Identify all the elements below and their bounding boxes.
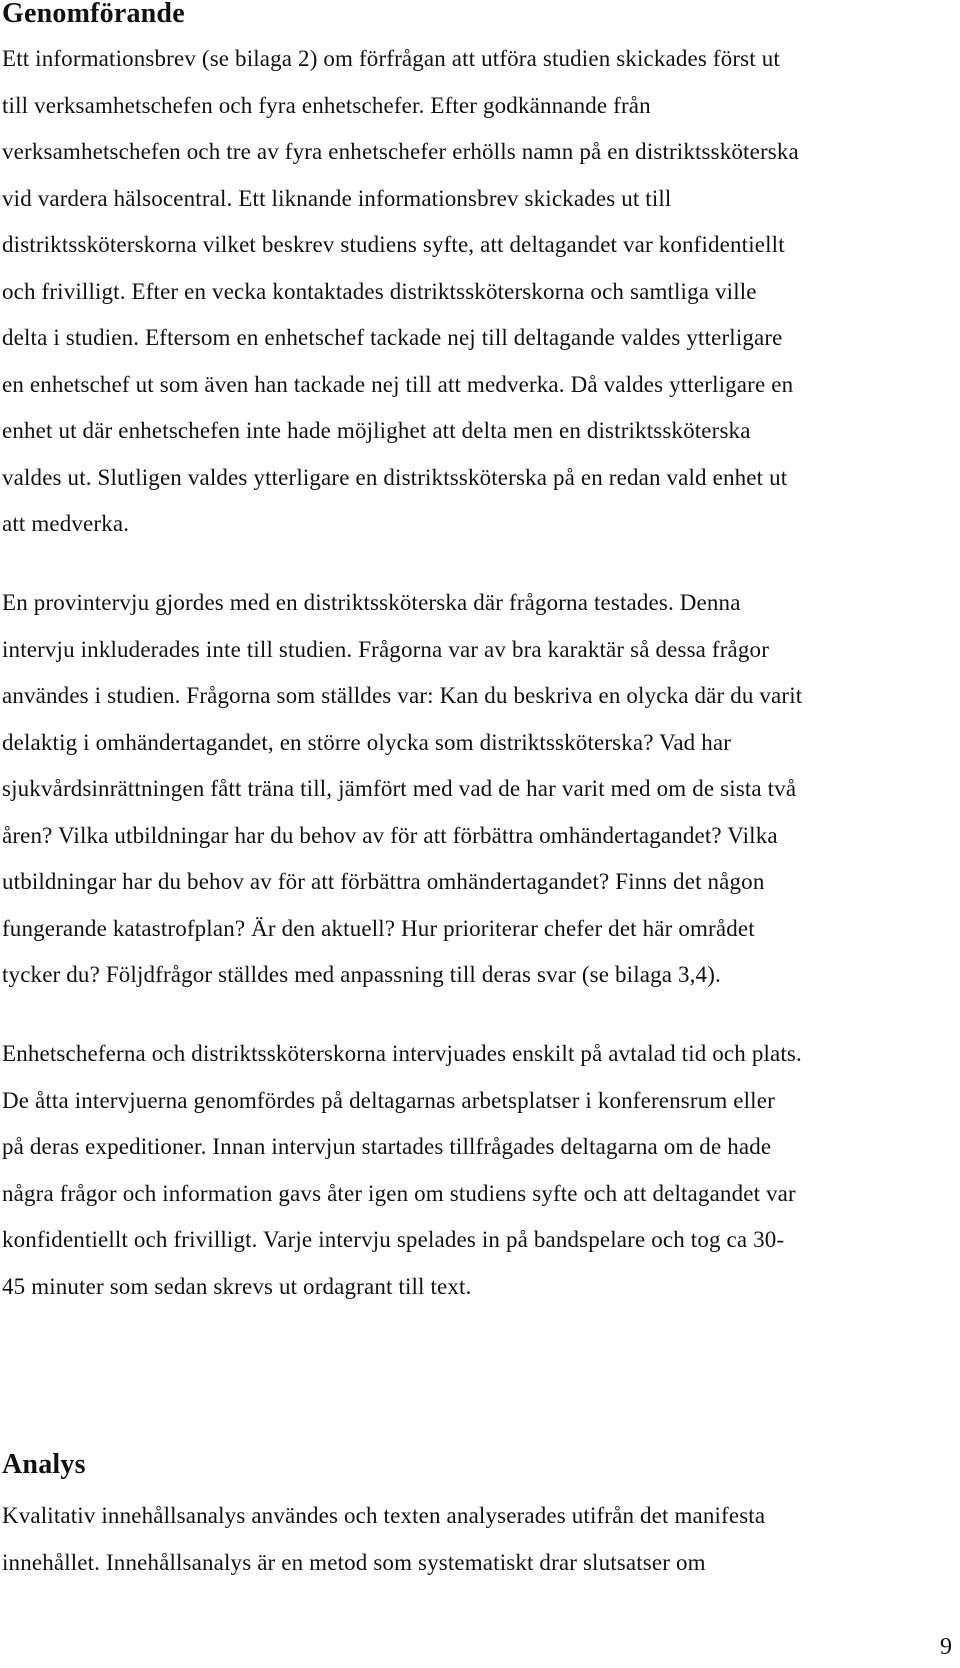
paragraph-pilot-interview — [2, 580, 952, 999]
heading-genomforande: Genomförande — [2, 0, 185, 29]
text-line: några frågor och information gavs åter igen om studiens syfte och att deltagandet var — [2, 1180, 796, 1206]
text-line: utbildningar har du behov av för att förbättra omhändertagandet? Finns det någon — [2, 869, 765, 894]
text-line: fungerande katastrofplan? Är den aktuell? Hur prioriterar chefer det här området — [2, 915, 755, 941]
text-line: delaktig i omhändertagandet, en större olycka som distriktssköterska? Vad har — [2, 729, 732, 755]
text-line: innehållet. Innehållsanalys är en metod som systematiskt drar slutsatser om — [2, 1549, 706, 1575]
text-line: sjukvårdsinrättningen fått träna till, jämfört med vad de har varit med om de sista två — [2, 776, 797, 801]
heading-analys: Analys — [2, 1449, 86, 1480]
text-line: användes i studien. Frågorna som ställdes var: Kan du beskriva en olycka där du varit — [2, 683, 803, 708]
text-line: enhet ut där enhetschefen inte hade möjlighet att delta men en distriktssköterska — [2, 418, 751, 443]
paragraph-interviews — [2, 1031, 952, 1310]
text-line: delta i studien. Eftersom en enhetschef tackade nej till deltagande valdes ytterligare — [2, 325, 783, 350]
text-line: verksamhetschefen och tre av fyra enhetschefer erhölls namn på en distriktssköterska — [2, 139, 799, 164]
text-line: En provintervju gjordes med en distriktssköterska där frågorna testades. Denna — [2, 590, 741, 615]
text-line: en enhetschef ut som även han tackade nej till att medverka. Då valdes ytterligare en — [2, 371, 794, 397]
text-line: 45 minuter som sedan skrevs ut ordagrant till text. — [2, 1273, 472, 1299]
text-line: vid vardera hälsocentral. Ett liknande informationsbrev skickades ut till — [2, 185, 672, 211]
text-line: att medverka. — [2, 511, 130, 536]
text-line: till verksamhetschefen och fyra enhetschefer. Efter godkännande från — [2, 92, 651, 118]
text-line: Enhetscheferna och distriktssköterskorna intervjuades enskilt på avtalad tid och plats. — [2, 1041, 802, 1066]
text-line: tycker du? Följdfrågor ställdes med anpassning till deras svar (se bilaga 3,4). — [2, 962, 721, 987]
text-line: distriktssköterskorna vilket beskrev studiens syfte, att deltagandet var konfidentiellt — [2, 232, 785, 257]
paragraph-analysis — [2, 1493, 952, 1586]
text-line: på deras expeditioner. Innan intervjun startades tillfrågades deltagarna om de hade — [2, 1134, 772, 1159]
page-number: 9 — [940, 1634, 952, 1660]
text-line: åren? Vilka utbildningar har du behov av för att förbättra omhändertagandet? Vilka — [2, 822, 778, 848]
text-line: intervju inkluderades inte till studien. Frågorna var av bra karaktär så dessa frågor — [2, 636, 770, 662]
text-line: De åtta intervjuerna genomfördes på deltagarnas arbetsplatser i konferensrum eller — [2, 1087, 775, 1113]
text-line: Ett informationsbrev (se bilaga 2) om förfrågan att utföra studien skickades först ut — [2, 46, 780, 71]
text-line: valdes ut. Slutligen valdes ytterligare en distriktssköterska på en redan vald enhet ut — [2, 464, 788, 490]
text-line: och frivilligt. Efter en vecka kontaktades distriktssköterskorna och samtliga ville — [2, 278, 757, 304]
paragraph-procedure — [2, 36, 952, 548]
text-line: Kvalitativ innehållsanalys användes och texten analyserades utifrån det manifesta — [2, 1503, 766, 1528]
text-line: konfidentiellt och frivilligt. Varje intervju spelades in på bandspelare och tog ca 30- — [2, 1227, 785, 1252]
